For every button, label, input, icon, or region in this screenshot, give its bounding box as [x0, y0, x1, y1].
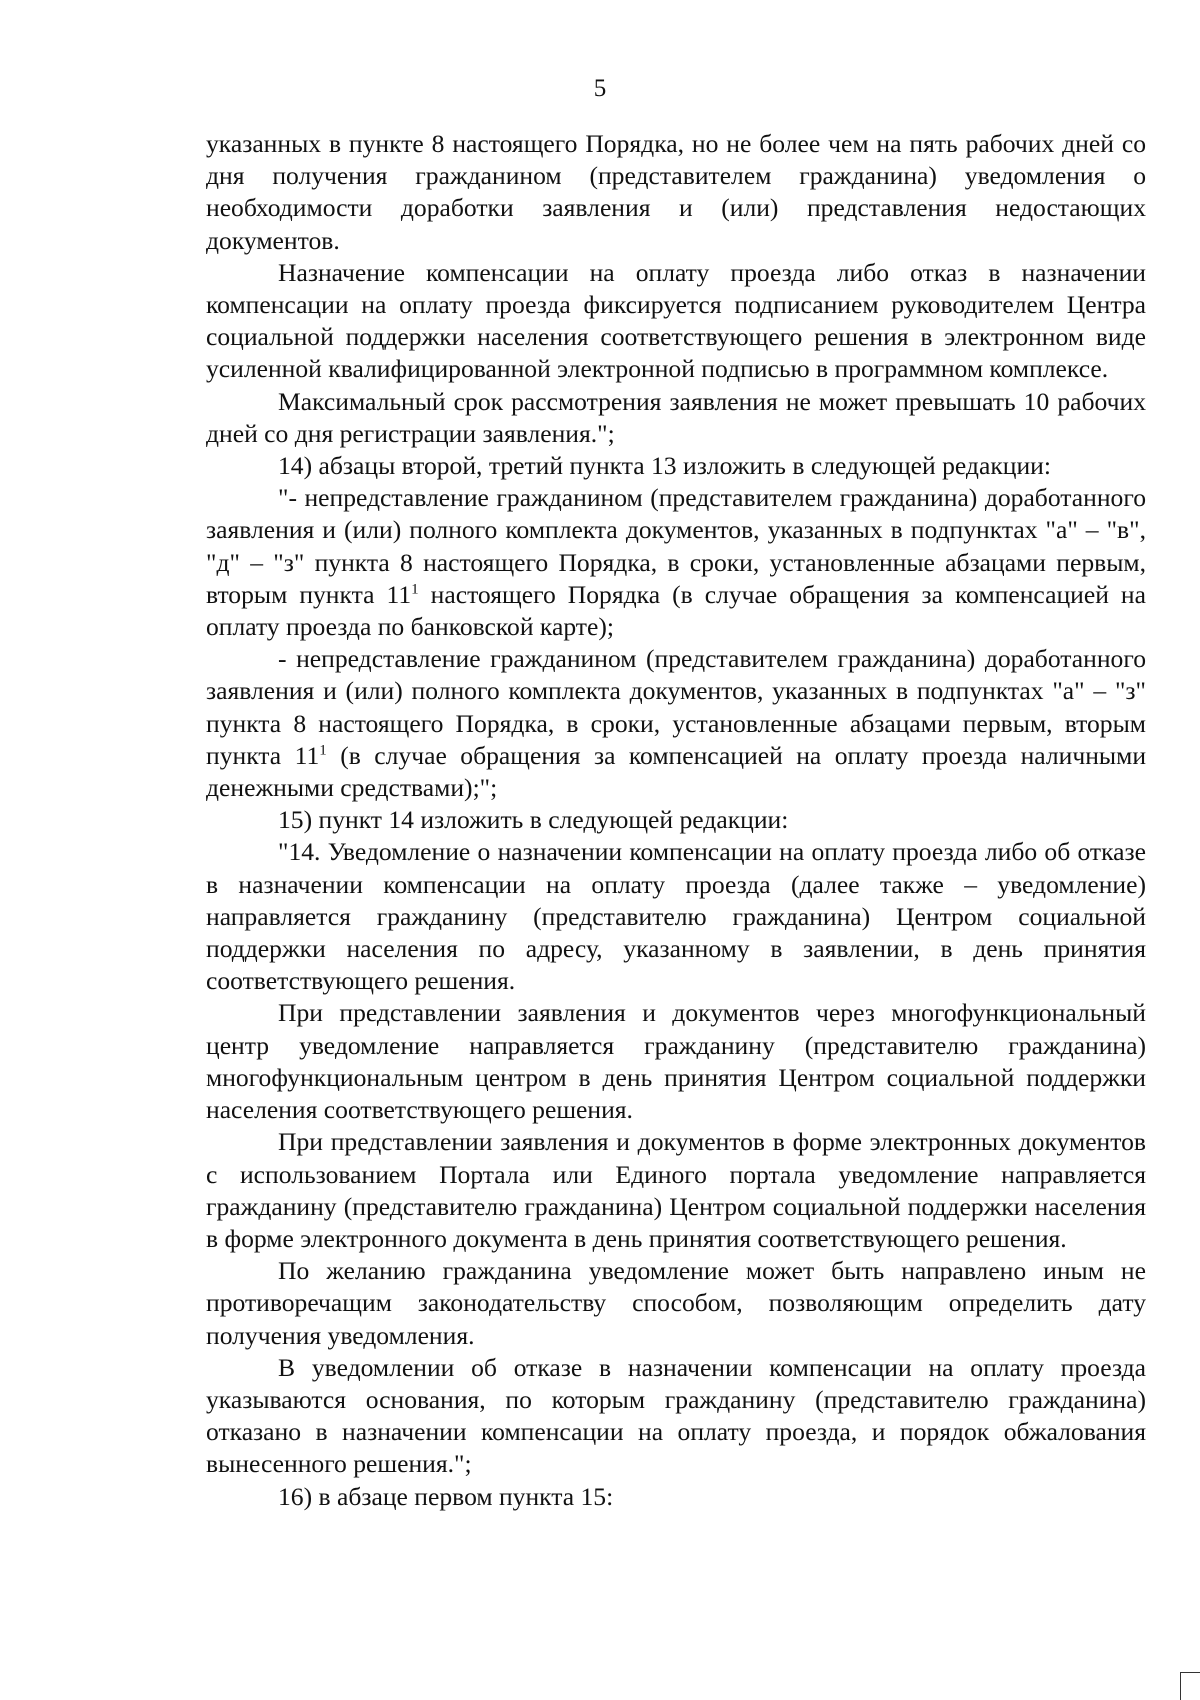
paragraph-electronic: При представлении заявления и документов в форме электронных документов с использованием Портала или Единого портала уведомление направляется гражданину (представителю гражданина) Центром социальной поддержки населения в форме электронного документа в день принятия соответствующего решения. — [206, 1127, 1146, 1253]
text-part: (в случае обращения за компенсацией на оплату проезда наличными денежными средствами);"; — [206, 740, 1147, 803]
paragraph-max-term: Максимальный срок рассмотрения заявления не может превышать 10 рабочих дней со дня регистрации заявления."; — [206, 386, 1146, 448]
document-body — [206, 128, 1146, 1513]
paragraph-cash-case — [206, 643, 1146, 804]
page-corner-mark — [1180, 1672, 1200, 1700]
paragraph-item-15: 15) пункт 14 изложить в следующей редакции: — [278, 805, 789, 835]
text-part: - непредставление гражданином (представителем гражданина) доработанного заявления и (или) полного комплекта документов, указанных в подпунктах "а" – "з" пункта 8 настоящего Порядка, в сроки, установленные абзацами первым, вторым пункта 11 — [206, 644, 1146, 770]
paragraph-decision: Назначение компенсации на оплату проезда либо отказ в назначении компенсации на оплату проезда фиксируется подписанием руководителем Центра социальной поддержки населения соответствующего решения в электронном виде усиленной квалифицированной электронной подписью в программном комплексе. — [206, 257, 1146, 384]
paragraph-bank-card-case — [206, 482, 1146, 643]
page-number: 5 — [593, 75, 607, 102]
paragraph-item-16: 16) в абзаце первом пункта 15: — [278, 1481, 614, 1511]
text-part: "- непредставление гражданином (представителем гражданина) доработанного заявления и (или) полного комплекта документов, указанных в подпунктах "а" – "в", "д" – "з" пункта 8 настоящего Порядка, в сроки, установленные абзацами первым, вторым пункта 11 — [206, 483, 1146, 609]
paragraph-item-14: 14) абзацы второй, третий пункта 13 изложить в следующей редакции: — [278, 451, 1051, 481]
superscript: 1 — [411, 581, 419, 598]
paragraph-other-method: По желанию гражданина уведомление может быть направлено иным не противоречащим законодательству способом, позволяющим определить дату получения уведомления. — [206, 1256, 1146, 1350]
paragraph-refusal-grounds: В уведомлении об отказе в назначении компенсации на оплату проезда указываются основания, по которым гражданину (представителю гражданина) отказано в назначении компенсации на оплату проезда, и порядок обжалования вынесенного решения."; — [206, 1352, 1146, 1479]
paragraph-point-14: "14. Уведомление о назначении компенсации на оплату проезда либо об отказе в назначении компенсации на оплату проезда (далее также – уведомление) направляется гражданину (представителю гражданина) Центром социальной поддержки населения по адресу, указанному в заявлении, в день принятия соответствующего решения. — [206, 837, 1146, 996]
text-part: настоящего Порядка (в случае обращения за компенсацией на оплату проезда по банковской карте); — [206, 579, 1146, 642]
paragraph-continuation: указанных в пункте 8 настоящего Порядка, но не более чем на пять рабочих дней со дня получения гражданином (представителем гражданина) уведомления о необходимости доработки заявления и (или) представления недостающих документов. — [206, 129, 1146, 255]
superscript: 1 — [319, 742, 327, 759]
paragraph-mfc: При представлении заявления и документов через многофункциональный центр уведомление направляется гражданину (представителю гражданина) многофункциональным центром в день принятия Центром социальной поддержки населения соответствующего решения. — [206, 998, 1146, 1125]
